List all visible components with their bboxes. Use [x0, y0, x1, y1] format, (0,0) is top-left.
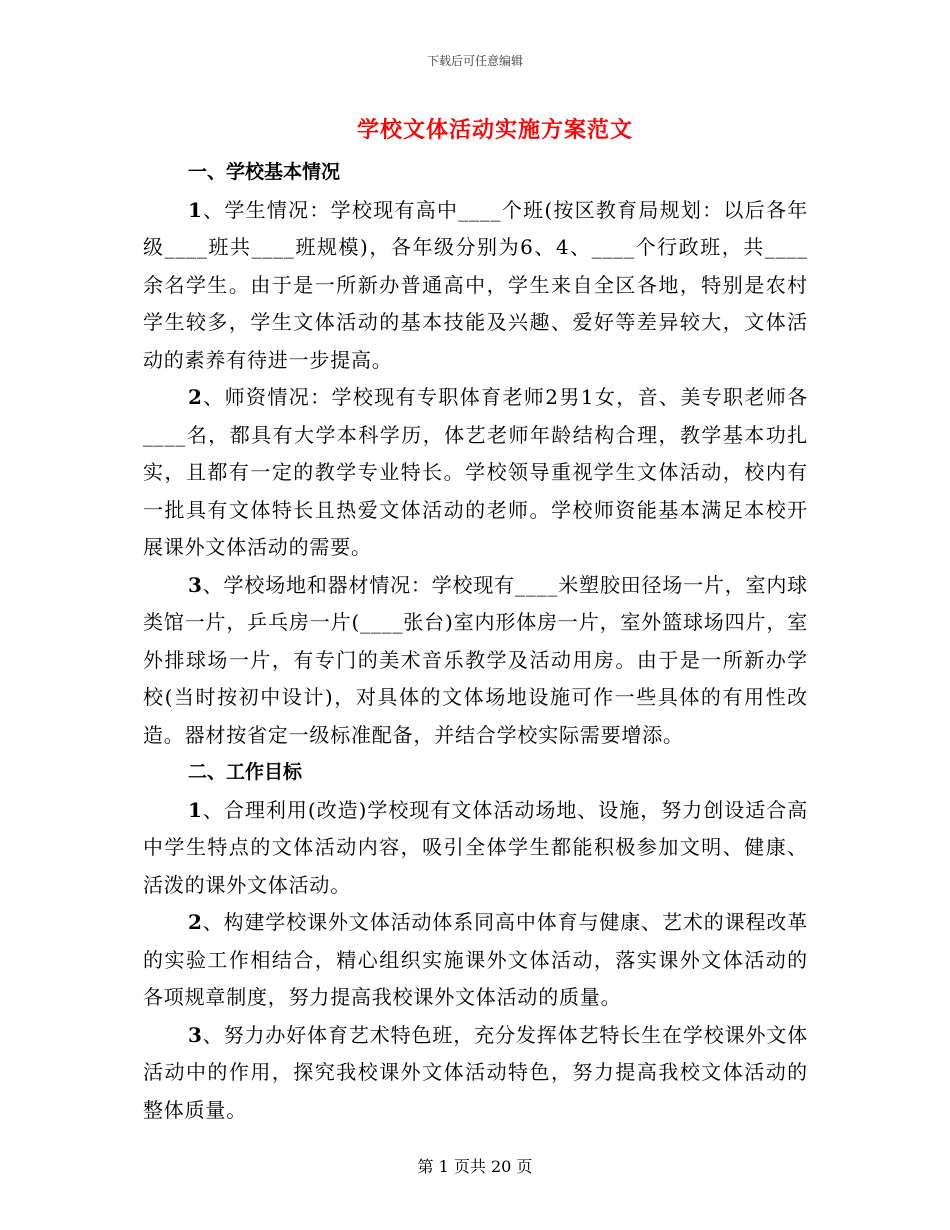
paragraph-number: 3: [188, 1022, 203, 1047]
paragraph-number: 3: [188, 572, 203, 597]
section-heading-basic-info: 一、学校基本情况: [188, 161, 341, 183]
paragraph-goal-1: [143, 792, 808, 905]
paragraph-text: 、构建学校课外文体活动体系同高中体育与健康、艺术的课程改革的实验工作相结合，精心组织实施课外文体活动，落实课外文体活动的各项规章制度，努力提高我校课外文体活动的质量。: [143, 910, 808, 1009]
paragraph-number: 2: [188, 385, 203, 409]
paragraph-goal-3: [143, 1017, 808, 1130]
paragraph-number: 1: [188, 197, 203, 222]
paragraph-text: 、努力办好体育艺术特色班，充分发挥体艺特长生在学校课外文体活动中的作用，探究我校课外文体活动特色，努力提高我校文体活动的整体质量。: [143, 1022, 808, 1122]
document-title: 学校文体活动实施方案范文: [356, 117, 633, 143]
section-heading-goals: 二、工作目标: [188, 761, 303, 783]
paragraph-number: 1: [188, 797, 203, 822]
paragraph-number: 2: [188, 910, 203, 934]
paragraph-teacher-situation: [143, 379, 808, 567]
header-note: 下载后可任意编辑: [426, 54, 523, 68]
paragraph-facilities-situation: [143, 567, 808, 755]
paragraph-goal-2: [143, 904, 808, 1017]
paragraph-text: 、师资情况：学校现有专职体育老师2男1女，音、美专职老师各____名，都具有大学本科学历，体艺老师年龄结构合理，教学基本功扎实，且都有一定的教学专业特长。学校领导重视学生文体活动，校内有一批具有文体特长且热爱文体活动的老师。学校师资能基本满足本校开展课外文体活动的需要。: [143, 385, 808, 559]
paragraph-text: 、学校场地和器材情况：学校现有____米塑胶田径场一片，室内球类馆一片，乒乓房一片(____张台)室内形体房一片，室外篮球场四片，室外排球场一片，有专门的美术音乐教学及活动用房。由于是一所新办学校(当时按初中设计)，对具体的文体场地设施可作一些具体的有用性改造。器材按省定一级标准配备，并结合学校实际需要增添。: [143, 572, 808, 747]
page-footer: 第 1 页共 20 页: [417, 1157, 533, 1176]
paragraph-text: 、学生情况：学校现有高中____个班(按区教育局规划：以后各年级____班共____班规模)，各年级分别为6、4、____个行政班，共____余名学生。由于是一所新办普通高中，学生来自全区各地，特别是农村学生较多，学生文体活动的基本技能及兴趣、爱好等差异较大，文体活动的素养有待进一步提高。: [143, 197, 808, 372]
paragraph-text: 、合理利用(改造)学校现有文体活动场地、设施，努力创设适合高中学生特点的文体活动内容，吸引全体学生都能积极参加文明、健康、活泼的课外文体活动。: [143, 797, 808, 897]
paragraph-student-situation: [143, 192, 808, 380]
document-body: [143, 154, 808, 1129]
